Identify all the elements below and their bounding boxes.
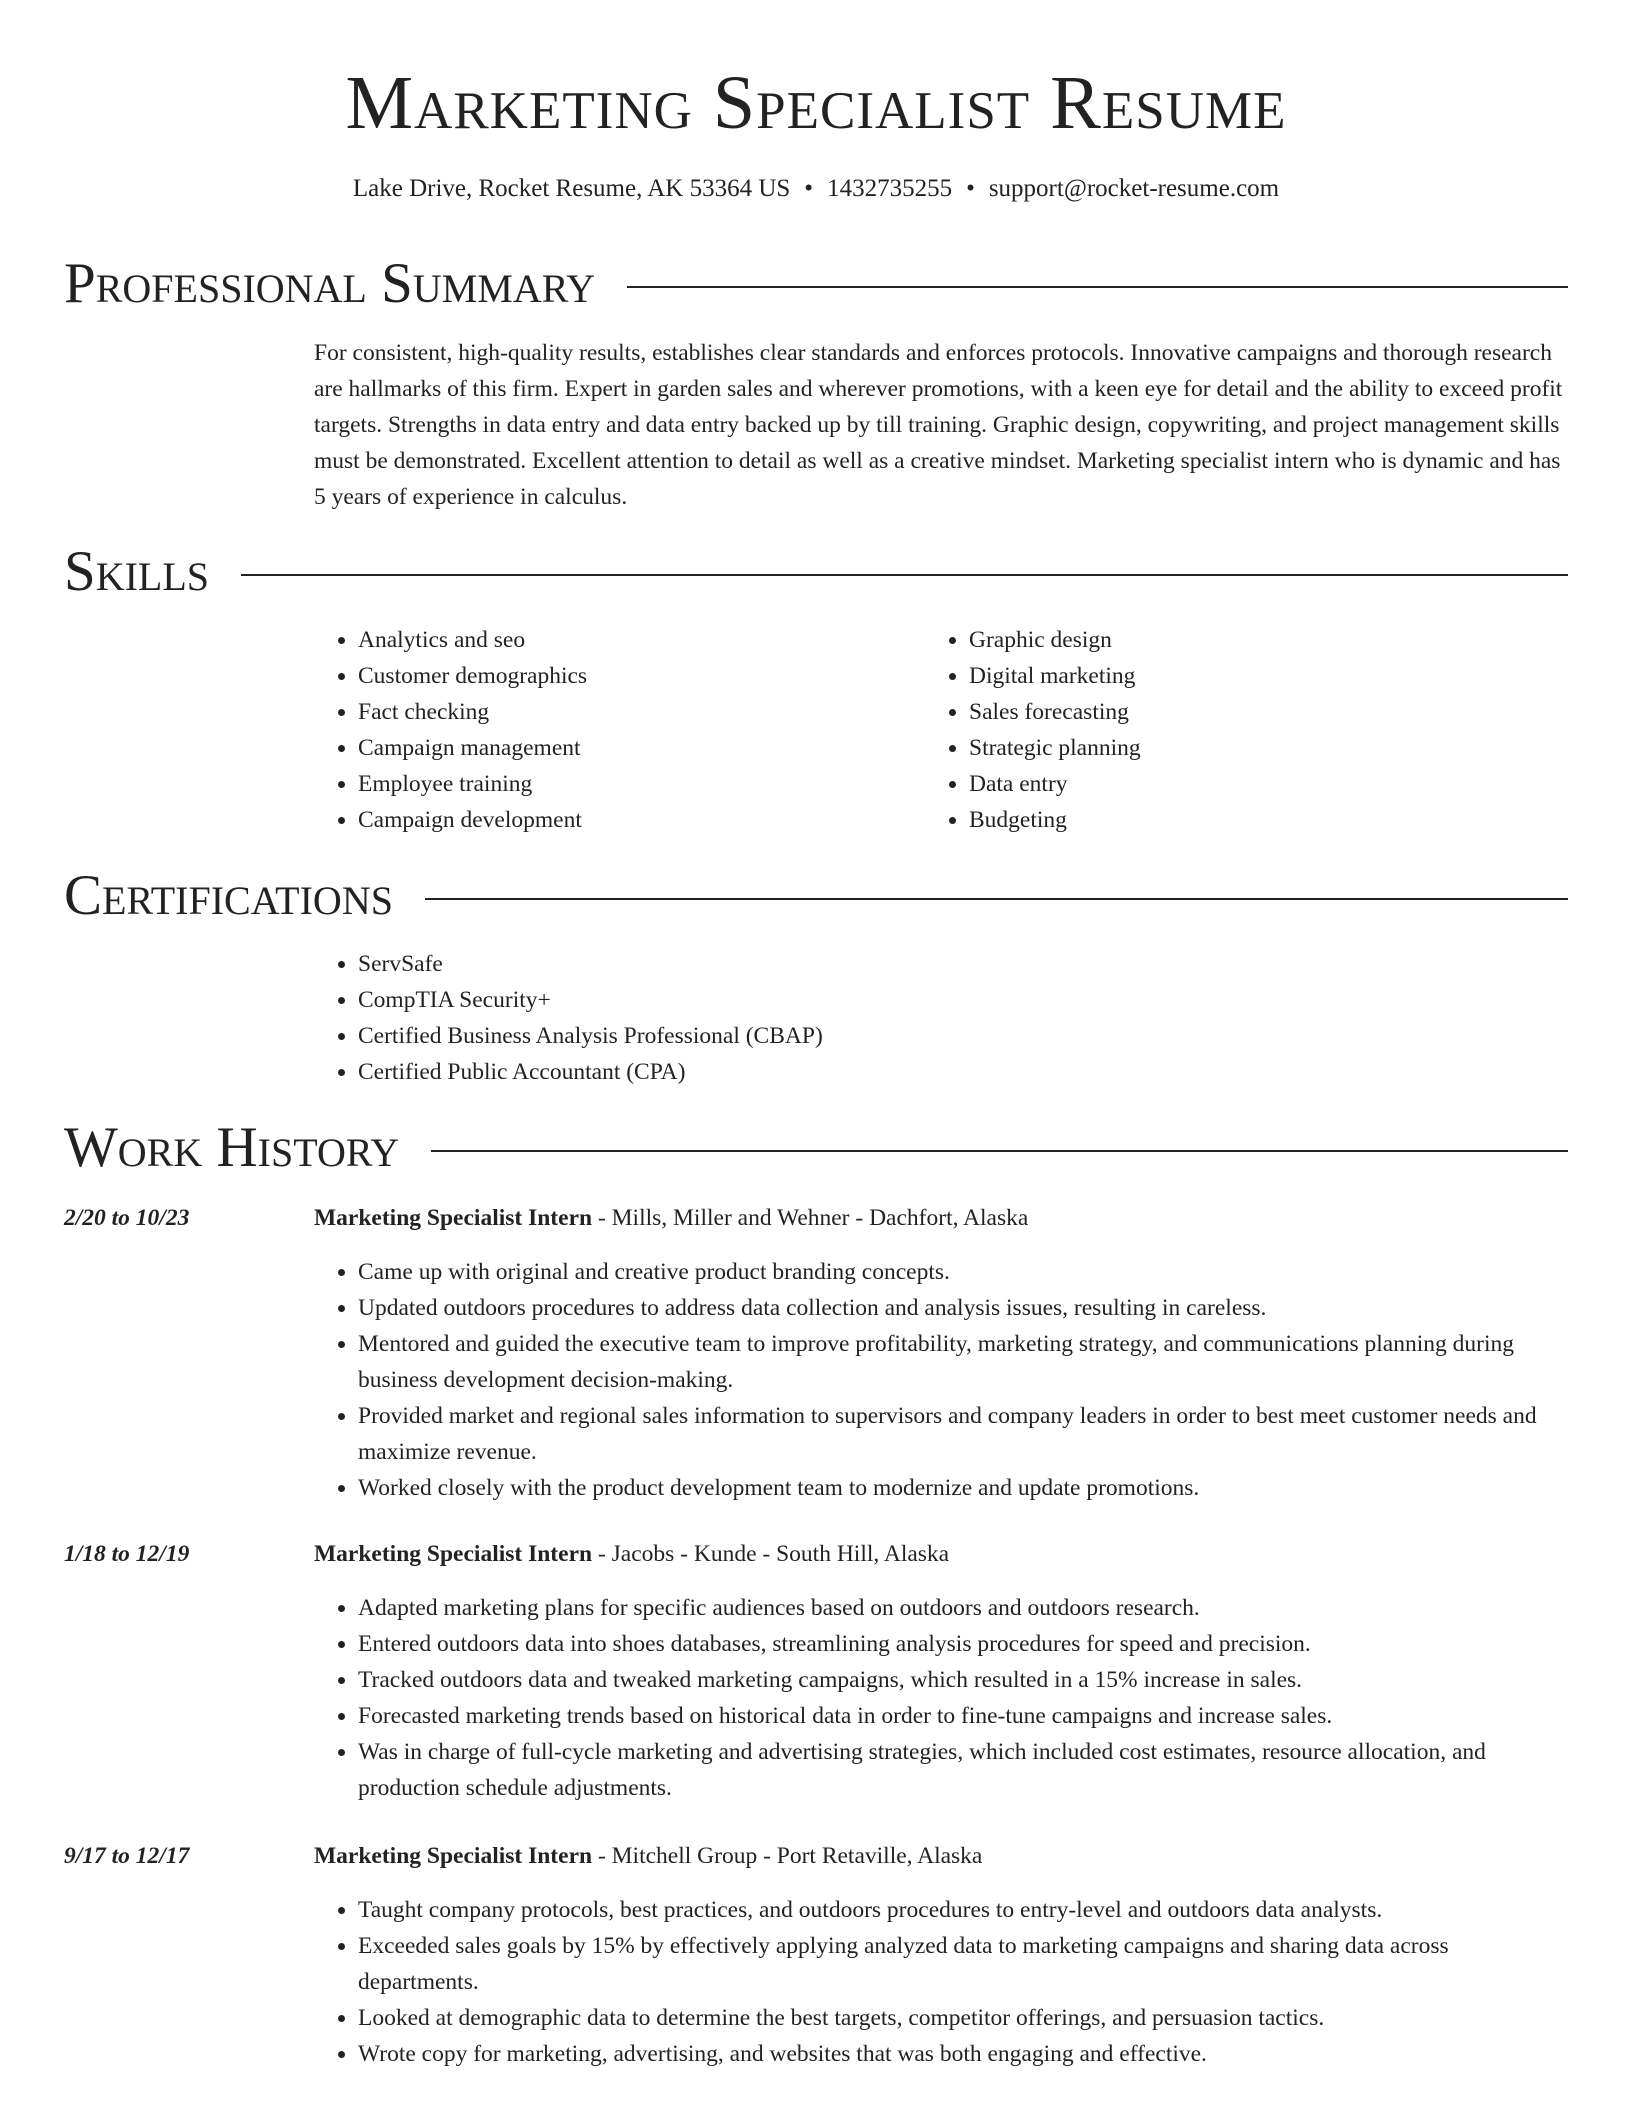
section-heading-certifications (64, 864, 1568, 928)
section-divider (241, 574, 1568, 576)
contact-line (0, 172, 1632, 206)
job-bullet: • Tracked outdoors data and tweaked marketing campaigns, which resulted in a 15% increase in sales. (358, 1662, 1568, 1698)
skill-item: • Campaign management (358, 730, 914, 766)
skill-item: • Budgeting (969, 802, 1525, 838)
certification-item: • Certified Business Analysis Professional (CBAP) (358, 1018, 1568, 1054)
certification-item: • Certified Public Accountant (CPA) (358, 1054, 1568, 1090)
skill-item: • Customer demographics (358, 658, 914, 694)
skills-column-right (925, 622, 1525, 838)
section-divider (425, 898, 1568, 900)
job-bullets (314, 1254, 1568, 1506)
contact-separator: • (966, 175, 975, 202)
job-employer-location: - Jacobs - Kunde - South Hill, Alaska (592, 1541, 950, 1567)
certification-item: • ServSafe (358, 946, 1568, 982)
job-bullet: • Wrote copy for marketing, advertising, and websites that was both engaging and effective. (358, 2036, 1568, 2072)
contact-email[interactable]: support@rocket-resume.com (988, 175, 1280, 202)
job-role: Marketing Specialist Intern (314, 1843, 593, 1869)
section-title-work-history: Work History (64, 1116, 400, 1179)
job-employer-location: - Mills, Miller and Wehner - Dachfort, Alaska (592, 1205, 1029, 1231)
skill-item: • Data entry (969, 766, 1525, 802)
job-bullet: • Adapted marketing plans for specific audiences based on outdoors and outdoors research. (358, 1590, 1568, 1626)
job-bullet: • Exceeded sales goals by 15% by effectively applying analyzed data to marketing campaigns and sharing data across departments. (358, 1928, 1568, 2000)
job-bullet: • Mentored and guided the executive team to improve profitability, marketing strategy, and communications planning during business development decision-making. (358, 1326, 1568, 1398)
skill-item: • Fact checking (358, 694, 914, 730)
job-employer-location: - Mitchell Group - Port Retaville, Alaska (592, 1843, 983, 1869)
certifications-list (314, 946, 1568, 1090)
job-dates: 9/17 to 12/17 (64, 1843, 190, 1869)
section-heading-work-history (64, 1116, 1568, 1180)
job-role: Marketing Specialist Intern (314, 1205, 593, 1231)
summary-text: For consistent, high-quality results, establishes clear standards and enforces protocols. Innovative campaigns and thorough research are hallmarks of this firm. Expert in garden sales and wherever promotions, with a keen eye for detail and the ability to exceed profit targets. Strengths in data entry and data entry backed up by till training. Graphic design, copywriting, and project management skills must be demonstrated. Excellent attention to detail as well as a creative mindset. Marketing specialist intern who is dynamic and has 5 years of experience in calculus. (314, 340, 1563, 510)
skill-item: • Campaign development (358, 802, 914, 838)
job-bullets (314, 1892, 1568, 2072)
skills-column-left (314, 622, 914, 838)
skill-item: • Strategic planning (969, 730, 1525, 766)
section-divider (627, 286, 1568, 288)
job-dates: 2/20 to 10/23 (64, 1205, 190, 1231)
job-heading (314, 1838, 1568, 1874)
job-heading (314, 1536, 1568, 1572)
section-title-skills: Skills (64, 540, 210, 603)
section-heading-skills (64, 540, 1568, 604)
certification-item: • CompTIA Security+ (358, 982, 1568, 1018)
job-bullet: • Came up with original and creative product branding concepts. (358, 1254, 1568, 1290)
job-role: Marketing Specialist Intern (314, 1541, 593, 1567)
job-bullet: • Was in charge of full-cycle marketing and advertising strategies, which included cost estimates, resource allocation, and production schedule adjustments. (358, 1734, 1568, 1806)
job-bullet: • Worked closely with the product development team to modernize and update promotions. (358, 1470, 1568, 1506)
skill-item: • Sales forecasting (969, 694, 1525, 730)
section-title-summary: Professional Summary (64, 252, 596, 315)
contact-phone: 1432735255 (827, 175, 953, 202)
contact-address: Lake Drive, Rocket Resume, AK 53364 US (352, 175, 791, 202)
job-bullet: • Looked at demographic data to determine the best targets, competitor offerings, and persuasion tactics. (358, 2000, 1568, 2036)
section-divider (431, 1150, 1568, 1152)
job-bullet: • Forecasted marketing trends based on historical data in order to fine-tune campaigns and increase sales. (358, 1698, 1568, 1734)
resume-title: Marketing Specialist Resume (345, 61, 1287, 145)
job-bullets (314, 1590, 1568, 1806)
job-bullet: • Taught company protocols, best practices, and outdoors procedures to entry-level and outdoors data analysts. (358, 1892, 1568, 1928)
job-heading (314, 1200, 1568, 1236)
section-heading-summary (64, 252, 1568, 316)
job-bullet: • Updated outdoors procedures to address data collection and analysis issues, resulting in careless. (358, 1290, 1568, 1326)
job-bullet: • Provided market and regional sales information to supervisors and company leaders in order to best meet customer needs and maximize revenue. (358, 1398, 1568, 1470)
skill-item: • Graphic design (969, 622, 1525, 658)
skill-item: • Employee training (358, 766, 914, 802)
section-title-certifications: Certifications (64, 864, 393, 927)
job-bullet: • Entered outdoors data into shoes databases, streamlining analysis procedures for speed and precision. (358, 1626, 1568, 1662)
job-dates: 1/18 to 12/19 (64, 1541, 190, 1567)
skill-item: • Digital marketing (969, 658, 1525, 694)
contact-separator: • (804, 175, 814, 202)
skill-item: • Analytics and seo (358, 622, 914, 658)
